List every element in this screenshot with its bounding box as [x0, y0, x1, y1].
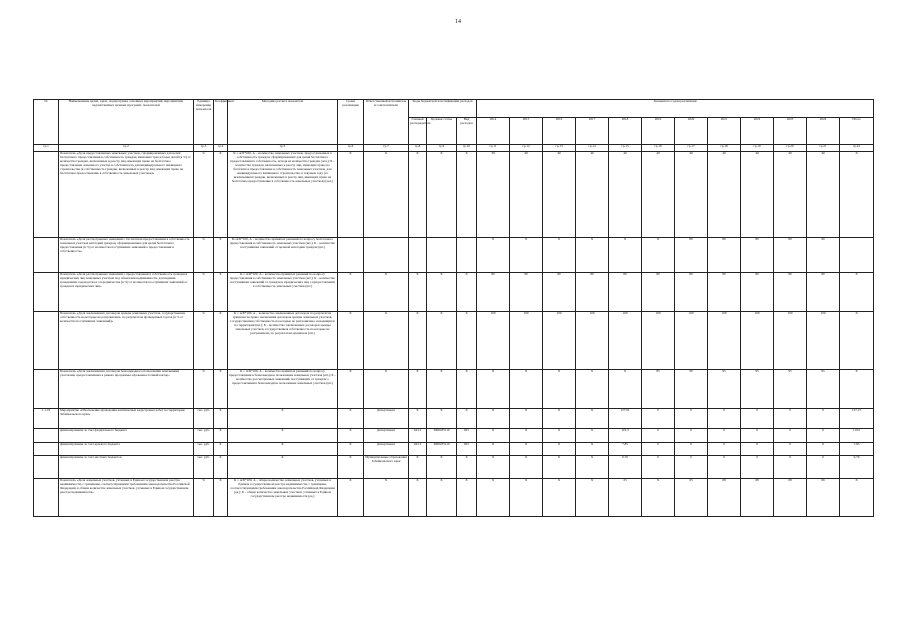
year-value-cell: 0: [675, 443, 708, 456]
unit-cell: %: [194, 152, 214, 238]
table-row: [34, 409, 874, 429]
year-header: 2015: [510, 118, 543, 145]
column-number: гр.19: [741, 145, 774, 152]
year-value-cell: 0: [642, 409, 675, 429]
year-value-cell: 100: [543, 312, 576, 370]
year-value-cell: 0: [708, 456, 741, 479]
responsible-cell: Департамент: [364, 443, 409, 456]
year-value-cell: 40: [708, 152, 741, 238]
total-cell: Х: [840, 370, 874, 409]
year-value-cell: 100: [708, 312, 741, 370]
year-value-cell: 100: [609, 312, 642, 370]
coef-cell: Х: [214, 456, 228, 479]
budget-vr-cell: Х: [457, 273, 477, 312]
year-value-cell: 90: [807, 238, 840, 273]
year-value-cell: 95: [774, 370, 807, 409]
budget-glav-cell: Х: [409, 152, 427, 238]
year-value-cell: 100: [642, 312, 675, 370]
year-value-cell: 0: [774, 456, 807, 479]
year-value-cell: Х: [543, 479, 576, 517]
total-cell: 7,85: [840, 443, 874, 456]
year-value-cell: 100: [576, 312, 609, 370]
year-value-cell: 0: [741, 443, 774, 456]
budget-vr-cell: 925: [457, 443, 477, 456]
year-value-cell: 80: [708, 273, 741, 312]
year-value-cell: 95: [807, 370, 840, 409]
header-method: Методика расчета показателя: [228, 100, 338, 145]
year-value-cell: Х: [609, 238, 642, 273]
year-value-cell: 80: [675, 273, 708, 312]
unit-cell: тыс. руб.: [194, 429, 214, 443]
year-header: 2019: [642, 118, 675, 145]
year-value-cell: 80: [609, 273, 642, 312]
column-number: гр.4: [214, 145, 228, 152]
row-number: [34, 312, 59, 370]
column-number: гр.17: [675, 145, 708, 152]
year-value-cell: 80: [543, 273, 576, 312]
column-number: гр.14: [576, 145, 609, 152]
row-number: 1.1.16: [34, 409, 59, 429]
column-number: гр.22: [840, 145, 874, 152]
column-number: гр.12: [510, 145, 543, 152]
year-value-cell: Х: [543, 409, 576, 429]
year-value-cell: 0: [642, 456, 675, 479]
responsible-cell: Х: [364, 312, 409, 370]
year-value-cell: Х: [576, 429, 609, 443]
year-value-cell: 0,76: [609, 456, 642, 479]
column-number: гр.13: [543, 145, 576, 152]
year-value-cell: 100: [807, 312, 840, 370]
year-value-cell: Х: [576, 443, 609, 456]
method-cell: К = А/Б*100, А – количество принятых решений по вопросу предоставления в собственность земельных участков (шт.); Б – количество поступивших заявлений от граждан и юридических лиц о предоставлении в собственность земельных участков (шт.): [228, 273, 338, 312]
year-header: 2021: [708, 118, 741, 145]
year-value-cell: Х: [543, 443, 576, 456]
year-value-cell: 65: [675, 479, 708, 517]
coef-cell: Х: [214, 273, 228, 312]
term-cell: [338, 238, 364, 273]
total-cell: [840, 238, 874, 273]
year-value-cell: 100: [774, 312, 807, 370]
year-value-cell: 68: [708, 479, 741, 517]
unit-cell: %: [194, 238, 214, 273]
year-value-cell: 95: [741, 370, 774, 409]
year-value-cell: Х: [543, 456, 576, 479]
column-number: гр.3: [194, 145, 214, 152]
coef-cell: Х: [214, 443, 228, 456]
method-cell: Х: [228, 409, 338, 429]
row-number: [34, 238, 59, 273]
total-header: Итого: [840, 118, 874, 145]
responsible-cell: Х: [364, 152, 409, 238]
year-value-cell: 40: [543, 152, 576, 238]
header-unit: Единица измерения показателя: [194, 100, 214, 145]
responsible-cell: Департамент: [364, 429, 409, 443]
year-value-cell: Х: [510, 409, 543, 429]
unit-cell: %: [194, 479, 214, 517]
row-number: [34, 370, 59, 409]
indicator-name: финансирование за счет федерального бюджета: [59, 429, 194, 443]
budget-cs-cell: Х: [427, 273, 457, 312]
year-value-cell: 100: [675, 312, 708, 370]
column-number: гр.18: [708, 145, 741, 152]
year-value-cell: Х: [477, 429, 510, 443]
unit-cell: тыс. руб.: [194, 456, 214, 479]
year-value-cell: 40: [576, 152, 609, 238]
total-cell: Х: [840, 312, 874, 370]
indicator-name: Показатель «Доля предоставленных земельных участков, сформированных для целей бесплатного предоставления в собственность граждан, имеющих трех и более детей (в %) от количества граждан, включенных в реестр лиц, имеющих право на бесплатное предоставление земельного участка в собственность для индивидуального жилищного строительства (в собственность граждан, включенных в реестр лиц, имеющих право на бесплатное предоставление в собственность земельных участков)»: [59, 152, 194, 238]
indicator-name: Показатель «Доля рассмотренных заявлений о бесплатном предоставлении в собственность земельных участков категорий граждан, сформированных для целей бесплатного предоставления (в %) от количества поступивших заявлений о предоставлении в собственность»: [59, 238, 194, 273]
year-value-cell: 127,91: [609, 409, 642, 429]
header-name: Наименование целей, задач, подпрограмм, основных мероприятий, мероприятий, ведомственных целевых программ, показателей: [59, 100, 194, 145]
year-value-cell: 39: [477, 152, 510, 238]
year-value-cell: Х: [477, 409, 510, 429]
year-value-cell: 0: [741, 409, 774, 429]
responsible-cell: Х: [364, 273, 409, 312]
year-value-cell: 0: [642, 429, 675, 443]
year-value-cell: 0: [807, 409, 840, 429]
table-row: [34, 238, 874, 273]
column-number: гр.8: [409, 145, 427, 152]
budget-cs-cell: Х: [427, 456, 457, 479]
indicator-name: Показатель «Доля земельных участков, учтенных в Едином государственном реестре недвижимости, с границами, соответствующими требованиям законодательства Российской Федерации, в общем количестве земельных участков, учтенных в Едином государственном реестре недвижимости»: [59, 479, 194, 517]
column-number: гр.5: [228, 145, 338, 152]
year-value-cell: 85: [642, 370, 675, 409]
method-cell: Х: [228, 429, 338, 443]
budget-vr-cell: Х: [457, 370, 477, 409]
row-number: [34, 429, 59, 443]
year-value-cell: 80: [741, 238, 774, 273]
unit-cell: %: [194, 312, 214, 370]
program-table: [33, 99, 874, 517]
year-value-cell: 0: [807, 456, 840, 479]
year-value-cell: 0: [708, 443, 741, 456]
table-row: [34, 152, 874, 238]
term-cell: Х: [338, 152, 364, 238]
coef-cell: Х: [214, 238, 228, 273]
coef-cell: Х: [214, 479, 228, 517]
responsible-cell: Департамент: [364, 409, 409, 429]
year-value-cell: 66: [807, 479, 840, 517]
year-value-cell: Х: [510, 370, 543, 409]
year-value-cell: 0: [774, 443, 807, 456]
year-value-cell: 0: [774, 429, 807, 443]
year-value-cell: 0: [675, 429, 708, 443]
year-value-cell: Х: [543, 238, 576, 273]
year-header: 2016: [543, 118, 576, 145]
table-row: [34, 273, 874, 312]
budget-glav-cell: Х: [409, 273, 427, 312]
budget-vr-cell: Х: [457, 479, 477, 517]
budget-glav-cell: Х: [409, 370, 427, 409]
year-header: 2022: [741, 118, 774, 145]
year-value-cell: Х: [510, 479, 543, 517]
year-value-cell: Х: [576, 238, 609, 273]
column-number: гр.7: [364, 145, 409, 152]
table-row: [34, 443, 874, 456]
term-cell: Х: [338, 273, 364, 312]
budget-glav-cell: Х: [409, 456, 427, 479]
year-value-cell: 68: [774, 479, 807, 517]
header-vr: Вид расходов: [457, 118, 477, 145]
row-number: [34, 273, 59, 312]
unit-cell: %: [194, 370, 214, 409]
indicator-name: Показатель «Доля заключенных договоров безвозмездного пользования земельными участками, предоставленных в рамках программы «Дальневосточный гектар»: [59, 370, 194, 409]
year-value-cell: 90: [675, 370, 708, 409]
row-number: [34, 456, 59, 479]
year-header: 2014: [477, 118, 510, 145]
column-number: гр.21: [807, 145, 840, 152]
year-value-cell: 40: [642, 152, 675, 238]
year-value-cell: 80: [642, 273, 675, 312]
budget-vr-cell: Х: [457, 456, 477, 479]
year-value-cell: Х: [576, 456, 609, 479]
column-number: гр.11: [477, 145, 510, 152]
page-number: 14: [455, 19, 461, 25]
year-value-cell: Х: [576, 370, 609, 409]
term-cell: Х: [338, 443, 364, 456]
coef-cell: Х: [214, 312, 228, 370]
year-value-cell: 0: [774, 409, 807, 429]
year-value-cell: 0: [807, 429, 840, 443]
responsible-cell: Х: [364, 370, 409, 409]
header-term: Сроки реализации: [338, 100, 364, 145]
year-value-cell: 7,85: [609, 443, 642, 456]
year-value-cell: 80: [774, 273, 807, 312]
year-value-cell: Х: [642, 479, 675, 517]
indicator-name: Показатель «Доля заключенных договоров аренды земельных участков, государственная собственность на которые не разграничена, по результатам проведенных торгов (в % от количества поступивших заявлений)»: [59, 312, 194, 370]
year-value-cell: 80: [576, 273, 609, 312]
year-value-cell: 0: [708, 429, 741, 443]
year-value-cell: Х: [642, 238, 675, 273]
table-row: [34, 456, 874, 479]
year-value-cell: 0: [807, 443, 840, 456]
year-value-cell: 0: [675, 409, 708, 429]
method-cell: К = А/Б*100, А – количество земельных участков, предоставленных в собственность граждан, сформированных для целей бесплатного предоставления в собственность, исходя из количества граждан (чел.); Б – количество граждан, включенных в реестр лиц, имеющих право на бесплатное предоставление в собственность земельных участков, для индивидуального жилищного строительства, в текущем году (за исключением граждан, включенных в реестр лиц, имеющих право на бесплатное предоставление в собственность земельных участков) (чел.): [228, 152, 338, 238]
row-number: [34, 152, 59, 238]
column-number: гр.6: [338, 145, 364, 152]
header-budget: Коды бюджетной классификации расходов: [409, 100, 477, 118]
year-value-cell: Х: [543, 370, 576, 409]
method-cell: Х: [228, 456, 338, 479]
indicator-name: Показатель «Доля рассмотренных заявлений о предоставлении в собственность граждан и юридических лиц земельных участков под объектами недвижимости, для ведения гражданами садоводства и огородничества (в %) от количества поступивших заявлений от граждан и юридических лиц»: [59, 273, 194, 312]
year-value-cell: 0: [642, 443, 675, 456]
budget-vr-cell: [457, 238, 477, 273]
budget-cs-cell: 3000185110: [427, 443, 457, 456]
budget-cs-cell: Х: [427, 479, 457, 517]
budget-cs-cell: 3000185110: [427, 429, 457, 443]
year-value-cell: Х: [477, 370, 510, 409]
year-value-cell: 0: [708, 409, 741, 429]
year-value-cell: Х: [576, 479, 609, 517]
year-value-cell: 80: [807, 273, 840, 312]
year-value-cell: Х: [510, 456, 543, 479]
method-cell: К = А/Б*100, А – общее количество земельных участков, учтенных в Едином государственном реестре недвижимости, с границами, соответствующими требованиям законодательства Российской Федерации (ед.); Б – общее количество земельных участков, учтенных в Едином государственном реестре недвижимости (ед.): [228, 479, 338, 517]
total-cell: 0,76: [840, 456, 874, 479]
unit-cell: %: [194, 273, 214, 312]
header-resp: Ответственный исполнитель и соисполнители: [364, 100, 409, 145]
column-number: гр.20: [774, 145, 807, 152]
year-value-cell: Х: [510, 429, 543, 443]
year-value-cell: 40: [675, 152, 708, 238]
year-value-cell: 80: [708, 238, 741, 273]
method-cell: К=А/Б*100, А – количество принятых решений по вопросу бесплатного предоставления в собственность земельных участков (шт.); Б – количество поступивших заявлений от целевой категории граждан (шт.): [228, 238, 338, 273]
budget-cs-cell: [427, 238, 457, 273]
term-cell: Х: [338, 312, 364, 370]
year-value-cell: Х: [477, 479, 510, 517]
year-value-cell: Х: [543, 429, 576, 443]
responsible-cell: Муниципальные образования Забайкальского края: [364, 456, 409, 479]
coef-cell: Х: [214, 409, 228, 429]
total-cell: 119,5: [840, 429, 874, 443]
column-number: гр.2: [59, 145, 194, 152]
year-value-cell: Х: [510, 238, 543, 273]
header-coef: Коэффициент: [214, 100, 228, 145]
year-value-cell: 68: [741, 479, 774, 517]
total-cell: Х: [840, 273, 874, 312]
year-value-cell: 80: [675, 238, 708, 273]
budget-vr-cell: Х: [457, 152, 477, 238]
total-cell: 127,15: [840, 409, 874, 429]
term-cell: Х: [338, 479, 364, 517]
budget-glav-cell: 04\12: [409, 443, 427, 456]
year-value-cell: 40: [609, 152, 642, 238]
year-header: 2018: [609, 118, 642, 145]
budget-vr-cell: Х: [457, 312, 477, 370]
year-value-cell: Х: [510, 443, 543, 456]
year-value-cell: 0: [741, 456, 774, 479]
year-value-cell: 40: [741, 152, 774, 238]
year-value-cell: 100: [510, 312, 543, 370]
row-number: [34, 479, 59, 517]
header-glav: Главный распорядитель: [409, 118, 427, 145]
year-value-cell: 95: [708, 370, 741, 409]
budget-glav-cell: [409, 238, 427, 273]
term-cell: Х: [338, 429, 364, 443]
year-value-cell: Х: [477, 456, 510, 479]
year-value-cell: Х: [576, 409, 609, 429]
responsible-cell: Х: [364, 479, 409, 517]
total-cell: Х: [840, 479, 874, 517]
year-header: 2020: [675, 118, 708, 145]
row-number: [34, 443, 59, 456]
year-value-cell: 0: [741, 429, 774, 443]
table-row: [34, 429, 874, 443]
budget-vr-cell: 925: [457, 429, 477, 443]
year-value-cell: Х: [609, 370, 642, 409]
year-value-cell: 80: [477, 273, 510, 312]
year-value-cell: 119,3: [609, 429, 642, 443]
method-cell: К = А/Б*100, А – количество принятых решений по вопросу предоставления в безвозмездное пользование земельных участков (шт.); Б – количество рассмотренных заявлений, поступивших от граждан о предоставлении в безвозмездное пользование земельных участков (шт.): [228, 370, 338, 409]
budget-glav-cell: Х: [409, 479, 427, 517]
column-number: гр.10: [457, 145, 477, 152]
budget-vr-cell: Х: [457, 409, 477, 429]
method-cell: Х: [228, 443, 338, 456]
year-value-cell: Х: [477, 443, 510, 456]
year-value-cell: 80: [774, 238, 807, 273]
responsible-cell: [364, 238, 409, 273]
year-value-cell: 0: [675, 456, 708, 479]
unit-cell: тыс. руб.: [194, 443, 214, 456]
column-number: гр.9: [427, 145, 457, 152]
column-number: гр.1: [34, 145, 59, 152]
table-row: [34, 312, 874, 370]
column-number: гр.15: [609, 145, 642, 152]
header-values: Значения по годам реализации: [477, 100, 874, 118]
indicator-name: финансирование за счет местных бюджетов: [59, 456, 194, 479]
year-value-cell: 100: [477, 312, 510, 370]
year-value-cell: 25: [609, 479, 642, 517]
budget-glav-cell: 04\12: [409, 429, 427, 443]
indicator-name: Мероприятие «Обеспечение проведения комплексных кадастровых работ на территории Забайкальского края»: [59, 409, 194, 429]
coef-cell: Х: [214, 152, 228, 238]
year-value-cell: 80: [741, 273, 774, 312]
header-num: №: [34, 100, 59, 145]
budget-cs-cell: Х: [427, 312, 457, 370]
coef-cell: Х: [214, 370, 228, 409]
column-number: гр.16: [642, 145, 675, 152]
budget-cs-cell: Х: [427, 409, 457, 429]
unit-cell: тыс. руб.: [194, 409, 214, 429]
budget-cs-cell: Х: [427, 152, 457, 238]
indicator-name: финансирование за счет краевого бюджета: [59, 443, 194, 456]
table-row: [34, 370, 874, 409]
year-value-cell: 40: [510, 152, 543, 238]
total-cell: Х: [840, 152, 874, 238]
year-value-cell: Х: [477, 238, 510, 273]
term-cell: Х: [338, 370, 364, 409]
year-header: 2017: [576, 118, 609, 145]
table-row: [34, 479, 874, 517]
term-cell: Х: [338, 456, 364, 479]
year-value-cell: 90: [510, 273, 543, 312]
coef-cell: Х: [214, 429, 228, 443]
budget-glav-cell: Х: [409, 409, 427, 429]
method-cell: К = А/Б*100, А – количество заключенных договоров по результатам аукциона на право заключения договоров аренды земельных участков, государственная собственность на которые не разграничена, находящихся на территории (шт.); Б – количество заключенных договоров аренды земельных участков, государственная собственность на которые не разграничена, по результатам аукционов (шт.): [228, 312, 338, 370]
term-cell: Х: [338, 409, 364, 429]
year-value-cell: 100: [741, 312, 774, 370]
header-cs: Целевая статья: [427, 118, 457, 145]
year-header: 2023: [774, 118, 807, 145]
budget-cs-cell: Х: [427, 370, 457, 409]
budget-glav-cell: Х: [409, 312, 427, 370]
year-header: 2024: [807, 118, 840, 145]
year-value-cell: 40: [774, 152, 807, 238]
year-value-cell: 40: [807, 152, 840, 238]
